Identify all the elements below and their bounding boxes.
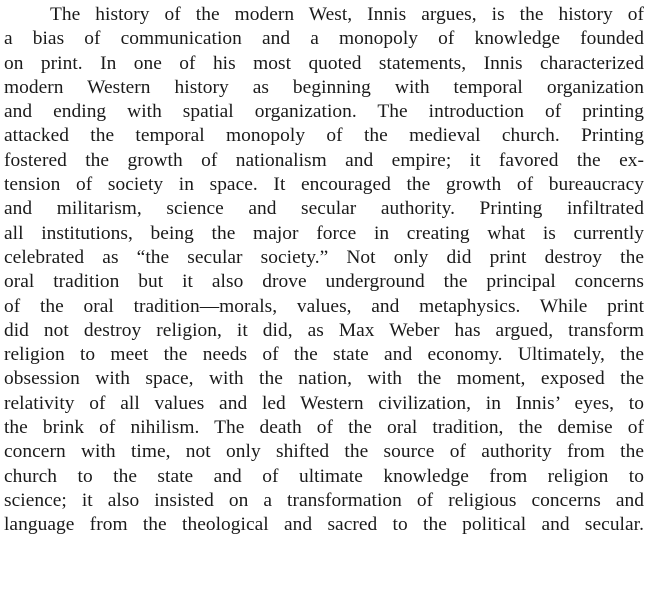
paragraph-line: attacked the temporal monopoly of the medieval church. Printing bbox=[4, 125, 644, 147]
paragraph-line: modern Western history as beginning with temporal organization bbox=[4, 76, 644, 98]
paragraph-line: religion to meet the needs of the state and economy. Ultimately, the bbox=[4, 344, 644, 366]
paragraph-line: The history of the modern West, Innis argues, is the history of bbox=[50, 4, 644, 25]
body-paragraph bbox=[4, 3, 644, 538]
paragraph-line: oral tradition but it also drove underground the principal concerns bbox=[4, 271, 644, 293]
paragraph-line: the brink of nihilism. The death of the oral tradition, the demise of bbox=[4, 417, 644, 439]
paragraph-line: language from the theological and sacred to the political and secular. bbox=[4, 514, 644, 536]
paragraph-line: of the oral tradition—morals, values, and metaphysics. While print bbox=[4, 295, 644, 317]
paragraph-line: tension of society in space. It encouraged the growth of bureaucracy bbox=[4, 174, 644, 196]
paragraph-line: concern with time, not only shifted the source of authority from the bbox=[4, 441, 644, 463]
paragraph-line: church to the state and of ultimate knowledge from religion to bbox=[4, 465, 644, 487]
paragraph-line: and ending with spatial organization. The introduction of printing bbox=[4, 101, 644, 123]
paragraph-line: fostered the growth of nationalism and empire; it favored the ex- bbox=[4, 149, 644, 171]
paragraph-line: a bias of communication and a monopoly of knowledge founded bbox=[4, 28, 644, 50]
paragraph-line: and militarism, science and secular authority. Printing infiltrated bbox=[4, 198, 644, 220]
paragraph-line: all institutions, being the major force in creating what is currently bbox=[4, 222, 644, 244]
paragraph-line: on print. In one of his most quoted statements, Innis characterized bbox=[4, 52, 644, 74]
paragraph-line: celebrated as “the secular society.” Not only did print destroy the bbox=[4, 246, 644, 268]
paragraph-line: obsession with space, with the nation, with the moment, exposed the bbox=[4, 368, 644, 390]
paragraph-line: science; it also insisted on a transformation of religious concerns and bbox=[4, 489, 644, 511]
paragraph-line: did not destroy religion, it did, as Max Weber has argued, transform bbox=[4, 319, 644, 341]
paragraph-line: relativity of all values and led Western civilization, in Innis’ eyes, to bbox=[4, 392, 644, 414]
